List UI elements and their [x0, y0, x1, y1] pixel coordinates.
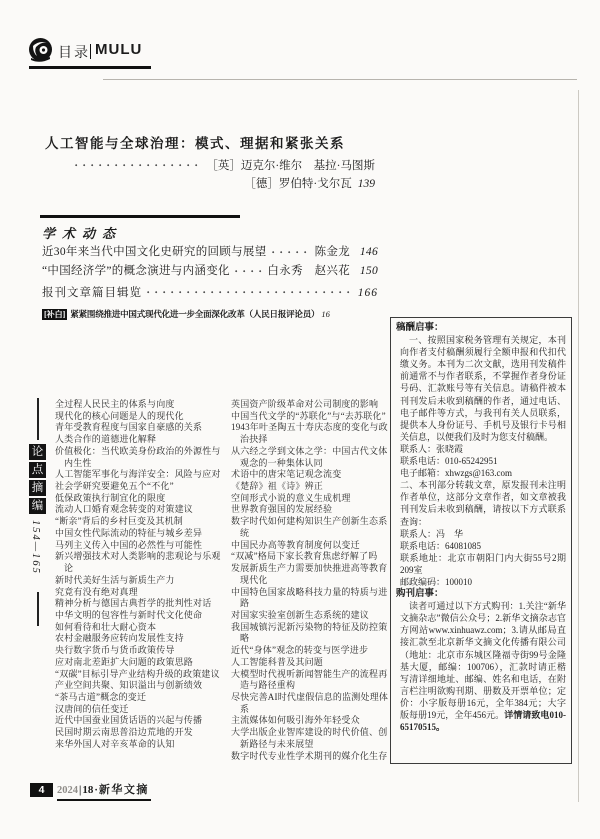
academic-item-page: 146 — [359, 246, 378, 258]
feature-article-title: 人工智能与全球治理：模式、理据和紧张关系 — [45, 136, 345, 151]
section-bar — [40, 215, 240, 218]
digest-item: 尽快完善AI时代虚假信息的监测处理体系 — [231, 691, 389, 714]
notice-box — [390, 317, 572, 764]
footer-issue-info — [57, 781, 151, 801]
digest-index-title: 报刊文章篇目辑览 — [42, 287, 142, 299]
logo-divider — [90, 44, 91, 59]
digest-item: 精神分析与德国古典哲学的批判性对话 — [55, 598, 212, 609]
academic-item-page: 150 — [359, 265, 378, 277]
sidebar-label-char: 点 — [29, 462, 46, 478]
dot-leader — [235, 270, 263, 273]
sidebar-label-char: 编 — [29, 498, 46, 514]
notice-paragraph: 联系人：张晓霞 — [400, 443, 464, 454]
digest-item: 社会学研究要避免五个“不化” — [55, 481, 174, 492]
sidebar-rule-top — [37, 398, 39, 440]
logo-text-cn: 目录 — [58, 46, 90, 61]
digest-item: 数字时代专业性学术期刊的媒介化生存 — [231, 750, 388, 761]
digest-item: 央行数字货币与货币政策传导 — [55, 645, 175, 656]
logo-underline — [29, 66, 151, 69]
digest-item: 人工智能军事化与海洋安全：风险与应对 — [55, 469, 221, 480]
notice-paragraph: 联系地址：北京市朝阳门内大街55号2期209室 — [400, 552, 566, 575]
digest-item: 我国城镇污泥新污染物的特征及防控策略 — [231, 621, 388, 644]
digest-item: 汉唐间的信任变迁 — [55, 703, 129, 714]
digest-item: 流动人口婚育观念转变的对策建议 — [55, 504, 194, 515]
digest-item: 新兴增强技术对人类影响的悲观论与乐观论 — [55, 551, 221, 574]
academic-item-title: 近30年来当代中国文化史研究的回顾与展望 — [42, 246, 267, 258]
digest-item: 空间形式小说的意义生成机理 — [231, 492, 351, 503]
digest-column-left — [55, 399, 229, 751]
notice-paragraph: 二、本刊部分转载文章，原发报刊未注明作者单位，这部分文章作者，如文章被我刊刊发后未收到稿酬，请按以下方式联系查询： — [400, 480, 566, 527]
footer-issue: 18 — [82, 784, 94, 796]
digest-item: 人类合作的道德进化解释 — [55, 434, 157, 445]
feature-authors-line1 — [70, 157, 375, 173]
digest-item: 价值极化：当代欧美身份政治的外源性与内生性 — [55, 445, 221, 468]
digest-item: 中国当代文学的“苏联化”与“去苏联化” — [231, 410, 386, 421]
page-edge-line — [578, 90, 579, 802]
academic-item-authors: 白永秀 赵兴花 — [267, 265, 350, 277]
feature-authors-2: ［德］罗伯特·戈尔瓦 — [244, 178, 352, 190]
digest-item: 青年受教育程度与国家自豪感的关系 — [55, 422, 203, 433]
feature-authors-1: ［英］迈克尔·维尔 基拉·马图斯 — [206, 160, 375, 172]
digest-item: 应对南北差距扩大问题的政策思路 — [55, 656, 194, 667]
notice-paragraph: 联系电话：010-65242951 — [400, 456, 498, 467]
notice-paragraph: 邮政编码：100010 — [400, 576, 473, 587]
dot-leader — [75, 164, 201, 167]
digest-item: 中国女性代际流动的特征与城乡差异 — [55, 527, 203, 538]
digest-item: 全过程人民民主的体系与向度 — [55, 399, 175, 409]
dot-leader — [272, 251, 310, 254]
digest-item: 农村金融服务应转向发展性支持 — [55, 633, 184, 644]
notice-paragraph: 联系电话：64081085 — [400, 540, 482, 551]
footer-year: 2024 — [57, 785, 78, 796]
academic-section-heading: 学术动态 — [42, 226, 123, 241]
digest-item: 数字时代如何建构知识生产创新生态系统 — [231, 516, 388, 538]
digest-item: “断亲”背后的乡村巨变及其机制 — [55, 516, 183, 527]
dot-leader — [147, 291, 351, 294]
digest-item: “双碳”目标引导产业结构升级的政策建议 — [55, 668, 220, 679]
digest-item: 大学出版企业智库建设的时代价值、创新路径与未来展望 — [231, 727, 388, 749]
digest-item: 中国民办高等教育制度何以变迁 — [231, 539, 360, 550]
notice-paragraph: 读者可通过以下方式购刊：1.关注“新华文摘杂志”微信公众号；2.新华文摘杂志官方网站www.xinhuawz.com；3.请从邮局直接汇款至北京新华文摘文化传播有限公司（地址：北京市东城区隆福寺街99号金隆基大厦，邮编：100706），汇款时请正楷写清详细地址、邮编、姓名和电话，在附言栏注明欲购刊期、册数及开票单位；定价：小字版每册16元，全年384元；大字版每册19元，全年456元。详情请致电010-65170515。 — [400, 601, 566, 733]
digest-item: 世界教育强国的发展经验 — [231, 504, 333, 515]
supplement-text: 紧紧围绕推进中国式现代化进一步全面深化改革（人民日报评论员） — [70, 309, 320, 319]
academic-item-row — [42, 262, 378, 281]
digest-item: 究竟有没有绝对真理 — [55, 586, 138, 597]
notice-paragraph: 一、按照国家税务管理有关规定，本刊向作者支付稿酬须履行全额申报和代扣代缴义务。本刊为二次文献，选用刊发稿件前通常不与作者联系，不掌握作者身份证号码、汇款账号等有关信息。请稿件被本刊刊发后未收到稿酬的作者，通过电话、电子邮件等方式，与我刊有关人员联系，提供本人身份证号、手机号及银行卡号相关信息，以便我们及时为您支付稿酬。 — [400, 335, 566, 442]
mulu-logo-icon — [28, 37, 53, 62]
academic-item-list — [42, 243, 378, 281]
digest-item: 1943年叶圣陶五十寿庆态度的变化与政治抉择 — [231, 422, 388, 445]
digest-item: “茶马古道”概念的变迁 — [55, 691, 147, 702]
digest-item: 主流媒体如何吸引海外年轻受众 — [231, 715, 360, 726]
digest-item: 民国时期云南思普沿边荒地的开发 — [55, 727, 194, 738]
notice-paragraph: 联系人：冯 华 — [400, 528, 464, 539]
sidebar-page-range: 154—165 — [30, 520, 41, 575]
notice-paragraph: 电子邮箱：xhwzgs@163.com — [400, 468, 513, 479]
digest-item: 发展新质生产力需要加快推进高等教育现代化 — [231, 563, 388, 585]
sidebar-label-char: 摘 — [29, 480, 46, 496]
digest-index-page: 166 — [357, 287, 378, 299]
sidebar-section-label — [29, 444, 46, 514]
digest-item: 人工智能科普及其问题 — [231, 656, 324, 667]
digest-item: 对国家实验室创新生态系统的建议 — [231, 609, 370, 620]
digest-item: 如何看待和壮大耐心资本 — [55, 621, 157, 632]
notice-heading: 稿酬启事： — [396, 323, 444, 333]
supplement-label: [补白] — [44, 309, 66, 319]
digest-item: 英国资产阶级革命对公司制度的影响 — [231, 399, 379, 409]
digest-item: 近代“身体”观念的转变与医学进步 — [231, 645, 369, 656]
feature-page-number: 139 — [357, 178, 375, 190]
digest-item: “双减”格局下家长教育焦虑纾解了吗 — [231, 551, 378, 562]
footer-separator: | — [79, 785, 82, 796]
footer-magazine-name: 新华文摘 — [98, 784, 149, 796]
digest-item: 中国特色国家战略科技力量的特质与进路 — [231, 586, 388, 609]
digest-item: 近代中国蚕业国货话语的兴起与传播 — [55, 715, 203, 726]
notice-hotline: 详情请致电010-65170515。 — [400, 710, 566, 733]
footer-page-number: 4 — [30, 783, 53, 797]
digest-item: 新时代美好生活与新质生产力 — [55, 574, 175, 585]
academic-item-row — [42, 243, 378, 262]
digest-item: 术语中的唐宋笔记观念流变 — [231, 469, 342, 480]
logo-text-en: MULU — [95, 41, 143, 58]
academic-item-authors: 陈金龙 — [314, 246, 350, 258]
header-rule — [103, 79, 577, 80]
digest-item: 从六经之学到文体之学：中国古代文体观念的一种集体认同 — [231, 445, 388, 468]
digest-item: 中华文明的包容性与新时代文化使命 — [55, 609, 203, 620]
academic-item-title: “中国经济学”的概念演进与内涵变化 — [42, 265, 230, 277]
digest-item: 马列主义传入中国的必然性与可能性 — [55, 539, 203, 550]
digest-item: 大模型时代视听新闻智能生产的流程再造与路径重构 — [231, 668, 388, 691]
digest-index-row — [42, 284, 378, 300]
digest-item: 《楚辞》祖《诗》辨正 — [231, 481, 324, 492]
feature-authors-line2 — [45, 175, 375, 191]
digest-item: 低保政策执行制宜化的限度 — [55, 492, 166, 503]
digest-item: 来华外国人对辛亥革命的认知 — [55, 738, 175, 749]
sidebar-rule-bottom — [37, 592, 39, 626]
footer-dot: · — [94, 785, 98, 796]
digest-item: 产业空间共聚、知识溢出与创新绩效 — [55, 680, 203, 691]
notice-heading: 购刊启事： — [396, 589, 444, 600]
digest-column-right — [231, 399, 391, 762]
sidebar-label-char: 论 — [29, 444, 46, 460]
supplement-row — [42, 308, 362, 320]
supplement-page: 16 — [321, 309, 330, 319]
digest-item: 现代化的核心问题是人的现代化 — [55, 410, 184, 421]
